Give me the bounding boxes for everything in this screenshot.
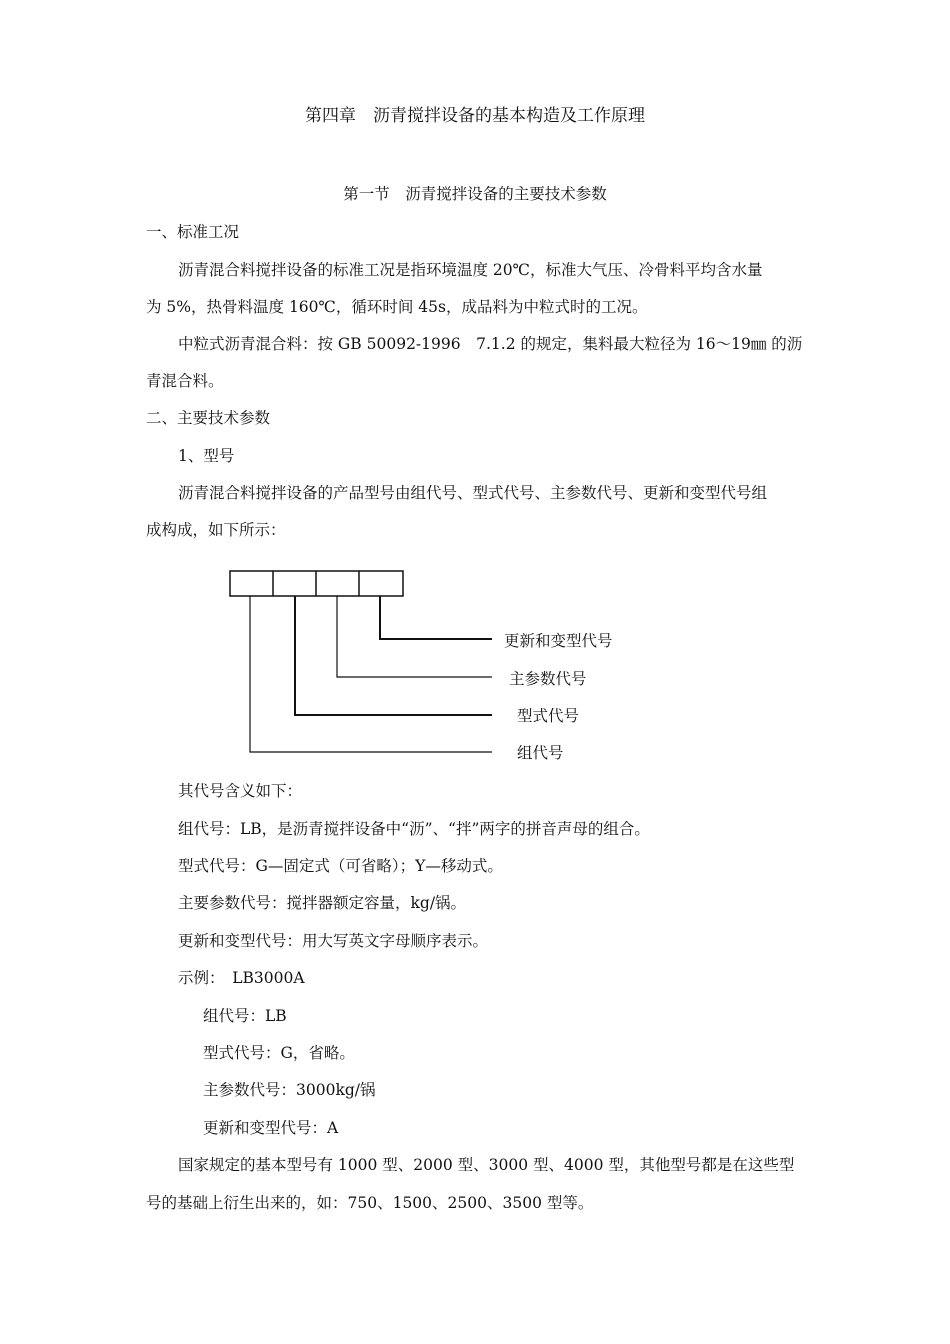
connector-update-code (380, 596, 492, 639)
meaning-group-code: 组代号：LB，是沥青搅拌设备中“沥”、“拌”两字的拼音声母的组合。 (178, 820, 650, 838)
paragraph-line: 为 5%，热骨料温度 160℃，循环时间 45s，成品料为中粒式时的工况。 (146, 298, 648, 316)
subheading-model: 1、型号 (178, 447, 235, 465)
meaning-main-param-code: 主要参数代号：搅拌器额定容量，kg/锅。 (178, 894, 467, 912)
meaning-update-code: 更新和变型代号：用大写英文字母顺序表示。 (178, 932, 489, 950)
paragraph-line: 中粒式沥青混合料：按 GB 50092-1996 7.1.2 的规定，集料最大粒径为 16～19㎜ 的沥 (178, 335, 803, 353)
label-type-code: 型式代号 (517, 707, 580, 725)
meanings-intro: 其代号含义如下： (178, 782, 303, 800)
label-main-param-code: 主参数代号 (509, 670, 587, 688)
example-main-param-code: 主参数代号：3000kg/锅 (203, 1081, 376, 1099)
code-boxes (230, 571, 403, 596)
paragraph-line: 沥青混合料搅拌设备的标准工况是指环境温度 20℃，标准大气压、冷骨料平均含水量 (178, 261, 763, 279)
paragraph-line: 号的基础上衍生出来的，如：750、1500、2500、3500 型等。 (146, 1194, 594, 1212)
paragraph-line: 青混合料。 (146, 372, 224, 390)
example-group-code: 组代号：LB (203, 1007, 287, 1025)
heading-standard-conditions: 一、标准工况 (146, 223, 240, 241)
chapter-title: 第四章 沥青搅拌设备的基本构造及工作原理 (305, 106, 645, 126)
example-type-code: 型式代号：G，省略。 (203, 1044, 355, 1062)
connector-main-param-code (337, 596, 492, 677)
paragraph-line: 成构成，如下所示： (146, 521, 286, 539)
connector-group-code (250, 596, 492, 752)
meaning-type-code: 型式代号：G—固定式（可省略）；Y—移动式。 (178, 857, 503, 875)
label-group-code: 组代号 (517, 744, 564, 762)
example-update-code: 更新和变型代号：A (203, 1119, 339, 1137)
heading-main-parameters: 二、主要技术参数 (146, 409, 271, 427)
label-update-code: 更新和变型代号 (504, 632, 613, 650)
model-code-diagram (220, 560, 640, 770)
connector-type-code (295, 596, 492, 715)
paragraph-line: 国家规定的基本型号有 1000 型、2000 型、3000 型、4000 型，其他型号都是在这些型 (178, 1156, 795, 1174)
section-title: 第一节 沥青搅拌设备的主要技术参数 (343, 185, 607, 203)
paragraph-line: 沥青混合料搅拌设备的产品型号由组代号、型式代号、主参数代号、更新和变型代号组 (178, 484, 768, 502)
example-label: 示例： LB3000A (178, 969, 305, 987)
